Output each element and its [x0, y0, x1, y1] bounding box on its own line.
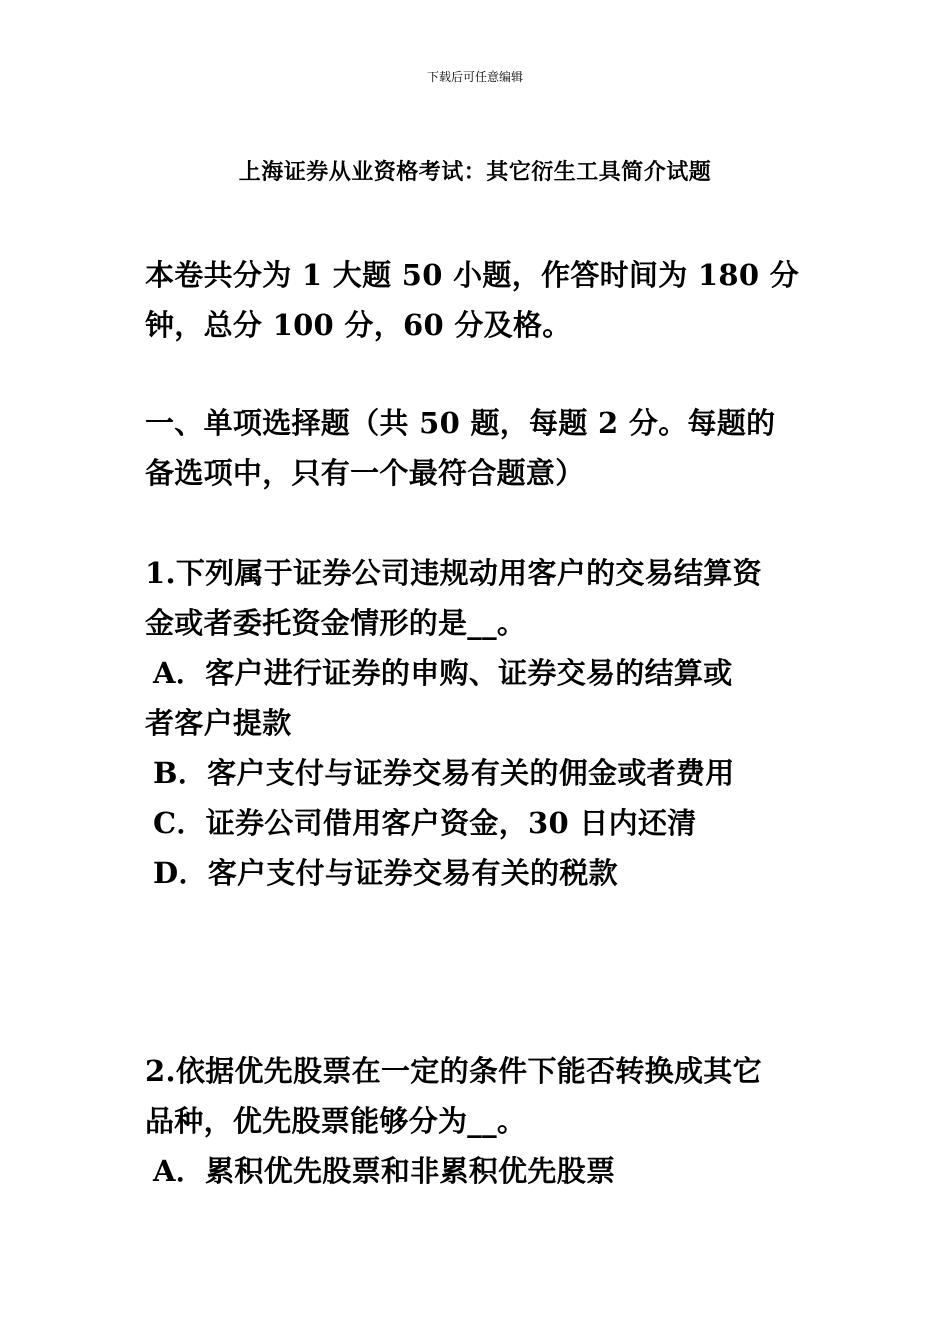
intro-line: 钟，总分 100 分，60 分及格。 — [145, 308, 572, 342]
option-text: 客户进行证券的申购、证券交易的结算或 — [205, 656, 733, 690]
section-heading — [145, 398, 810, 498]
question-stem: 金或者委托资金情形的是__。 — [145, 606, 527, 640]
option-c — [145, 798, 810, 848]
intro-line: 本卷共分为 1 大题 50 小题，作答时间为 180 分 — [145, 258, 800, 292]
option-letter: D． — [153, 856, 208, 890]
question-1 — [145, 548, 810, 898]
question-stem: 1.下列属于证券公司违规动用客户的交易结算资 — [145, 556, 762, 590]
option-a — [145, 1146, 810, 1196]
section-heading-line: 一、单项选择题（共 50 题，每题 2 分。每题的 — [145, 406, 776, 440]
exam-intro — [145, 250, 810, 350]
option-text: 客户支付与证券交易有关的税款 — [207, 856, 618, 890]
option-text: 客户支付与证券交易有关的佣金或者费用 — [207, 756, 735, 790]
document-title: 上海证券从业资格考试：其它衍生工具简介试题 — [238, 159, 712, 185]
option-letter: A． — [153, 656, 206, 690]
option-text-continued: 者客户提款 — [145, 706, 292, 740]
option-text: 证券公司借用客户资金，30 日内还清 — [205, 806, 697, 840]
option-letter: B． — [153, 756, 208, 790]
option-text: 累积优先股票和非累积优先股票 — [205, 1154, 616, 1188]
question-2 — [145, 1046, 810, 1196]
question-stem: 2.依据优先股票在一定的条件下能否转换成其它 — [145, 1054, 762, 1088]
option-d — [145, 848, 810, 898]
option-a — [145, 648, 810, 698]
option-letter: A． — [153, 1154, 206, 1188]
option-letter: C． — [153, 806, 206, 840]
section-heading-line: 备选项中，只有一个最符合题意） — [145, 456, 585, 490]
question-stem: 品种，优先股票能够分为__。 — [145, 1104, 527, 1138]
header-note: 下载后可任意编辑 — [426, 70, 523, 84]
option-b — [145, 748, 810, 798]
